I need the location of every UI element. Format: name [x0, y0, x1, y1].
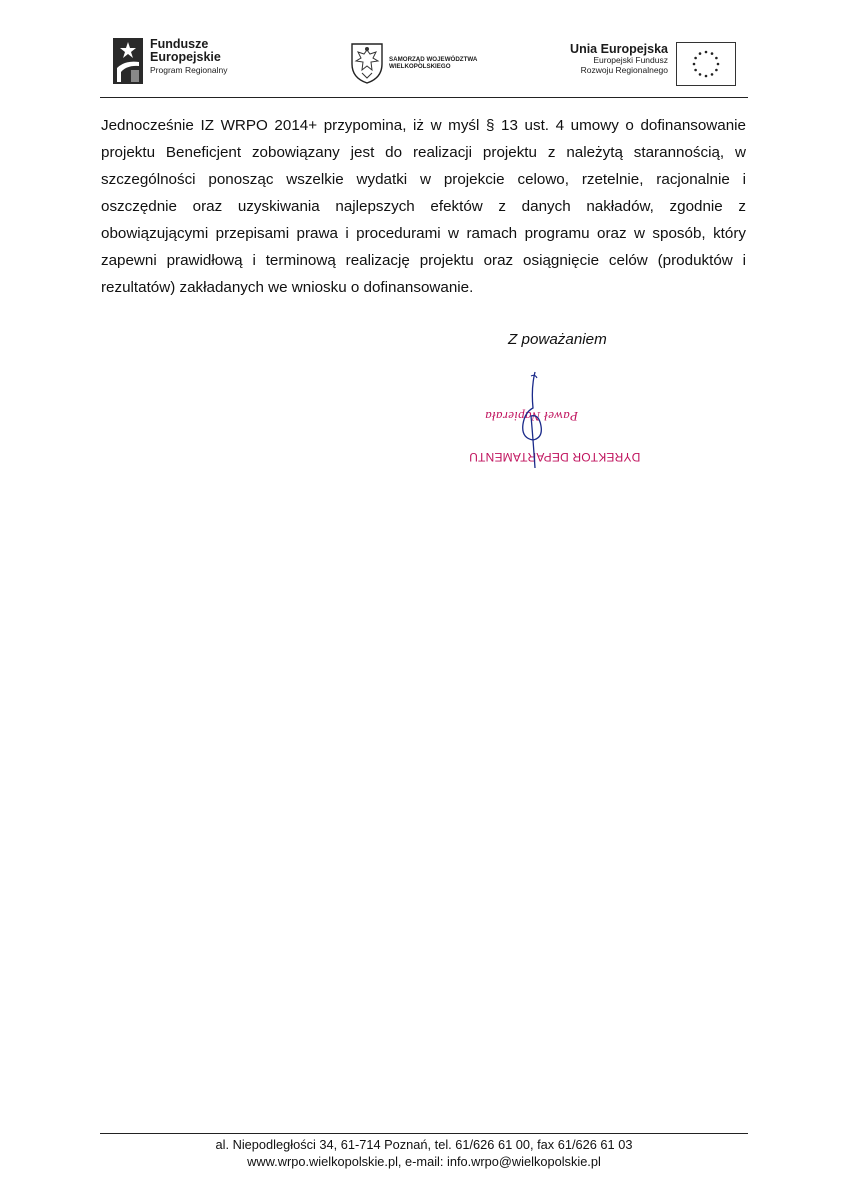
footer [100, 1136, 748, 1170]
fe-logo-line1: Fundusze [150, 37, 209, 51]
ue-logo-line3: Rozwoju Regionalnego [580, 65, 668, 76]
ue-logo-line1: Unia Europejska [570, 42, 668, 56]
ue-logo-line2: Europejski Fundusz [593, 55, 668, 66]
stamp-title: DYREKTOR DEPARTAMENTU [469, 450, 641, 464]
eu-flag-icon [676, 42, 736, 86]
header-divider [100, 97, 748, 98]
sw-logo-line1: SAMORZĄD WOJEWÓDZTWA [389, 55, 478, 63]
letter-paragraph: Jednocześnie IZ WRPO 2014+ przypomina, iż w myśl § 13 ust. 4 umowy o dofinansowanie projektu Beneficjent zobowiązany jest do realizacji projektu z należytą starannością, w szczególności ponosząc wszelkie wydatki w projekcie celowo, rzetelnie, racjonalnie i oszczędnie oraz uzyskiwania najlepszych efektów z danych nakładów, zgodnie z obowiązującymi przepisami prawa i procedurami w ramach programu oraz w sposób, który zapewni prawidłową i terminową realizację projektu oraz osiągnięcie celów (produktów i rezultatów) zakładanych we wniosku o dofinansowanie. [101, 117, 746, 296]
letterhead [0, 0, 848, 100]
samorzad-logo [350, 42, 477, 84]
footer-contact: www.wrpo.wielkopolskie.pl, e-mail: info.wrpo@wielkopolskie.pl [247, 1154, 601, 1169]
sw-logo-line2: WIELKOPOLSKIEGO [389, 63, 451, 70]
fe-logo-line2: Europejskie [150, 50, 221, 65]
footer-address: al. Niepodległości 34, 61-714 Poznań, tel. 61/626 61 00, fax 61/626 61 03 [215, 1137, 633, 1152]
stamp-name: Paweł Napierała [485, 409, 578, 424]
footer-divider [100, 1133, 748, 1134]
fe-logo-line3: Program Regionalny [150, 65, 228, 76]
eagle-crest-icon [350, 42, 384, 84]
closing-phrase: Z poważaniem [508, 331, 607, 348]
unia-europejska-logo [570, 42, 736, 86]
fundusze-europejskie-logo [113, 38, 227, 84]
handwritten-signature [505, 368, 555, 478]
fundusze-europejskie-logo-icon [113, 38, 143, 84]
